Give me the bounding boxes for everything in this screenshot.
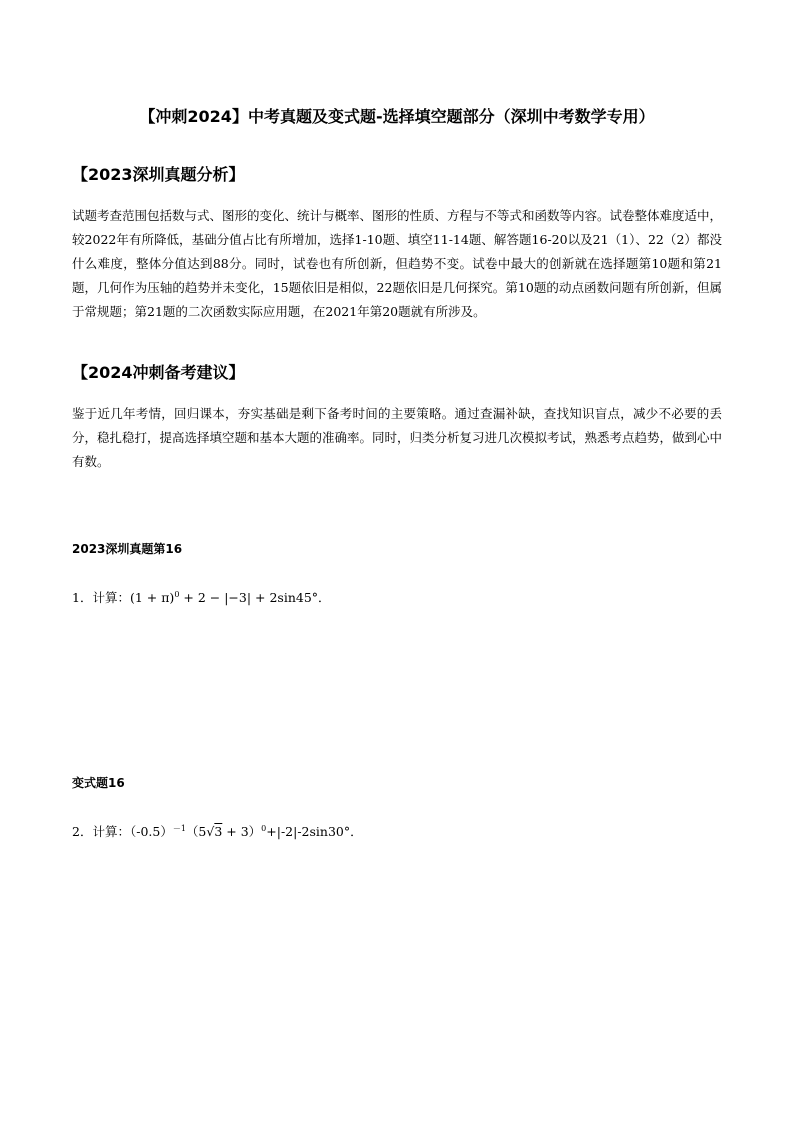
problem2-prefix: 计算： — [92, 824, 130, 839]
problem1-expr-part1: (1 + π) — [129, 590, 175, 605]
section-heading-analysis: 【2023深圳真题分析】 — [72, 165, 245, 184]
document-title: 【冲刺2024】中考真题及变式题-选择填空题部分（深圳中考数学专用） — [139, 107, 655, 126]
problem1-label: 2023深圳真题第16 — [72, 542, 183, 556]
problem1-number: 1． — [72, 590, 93, 605]
problem1-exp1: 0 — [174, 589, 180, 599]
problem2 — [72, 822, 363, 840]
problem1-expr-part2: + 2 − |−3| + 2sin45°． — [179, 590, 331, 605]
sqrt-argument: 3 — [214, 824, 223, 839]
problem2-exp1: －1 — [172, 823, 186, 833]
problem2-number: 2． — [72, 824, 93, 839]
problem2-expr-part2: （5 — [185, 824, 207, 839]
problem2-label: 变式题16 — [72, 776, 125, 790]
problem1 — [72, 588, 331, 606]
problem2-expr-part1: （-0.5） — [129, 824, 173, 839]
advice-paragraph: 鉴于近几年考情，回归课本，夯实基础是剩下备考时间的主要策略。通过查漏补缺，查找知识盲点，减少不必要的丢分，稳扎稳打，提高选择填空题和基本大题的准确率。同时，归类分析复习进几次模拟考试，熟悉考点趋势，做到心中有数。 — [72, 406, 723, 469]
problem2-exp2: 0 — [261, 823, 267, 833]
problem2-expr-part4: +|-2|-2sin30°． — [266, 824, 363, 839]
problem1-prefix: 计算： — [92, 590, 130, 605]
problem2-expr-part3: + 3） — [222, 824, 262, 839]
analysis-paragraph: 试题考查范围包括数与式、图形的变化、统计与概率、图形的性质、方程与不等式和函数等内容。试卷整体难度适中，较2022年有所降低，基础分值占比有所增加，选择1-10题、填空11-14题、解答题16-20以及21（1）、22（2）都没什么难度，整体分值达到88分。同时，试卷也有所创新，但趋势不变。试卷中最大的创新就在选择题第10题和第21题，几何作为压轴的趋势并未变化，15题依旧是相似，22题依旧是几何探究。第10题的动点函数问题有所创新，但属于常规题；第21题的二次函数实际应用题，在2021年第20题就有所涉及。 — [72, 208, 723, 319]
sqrt-symbol: √ — [206, 824, 215, 839]
section-heading-advice: 【2024冲刺备考建议】 — [72, 363, 245, 382]
